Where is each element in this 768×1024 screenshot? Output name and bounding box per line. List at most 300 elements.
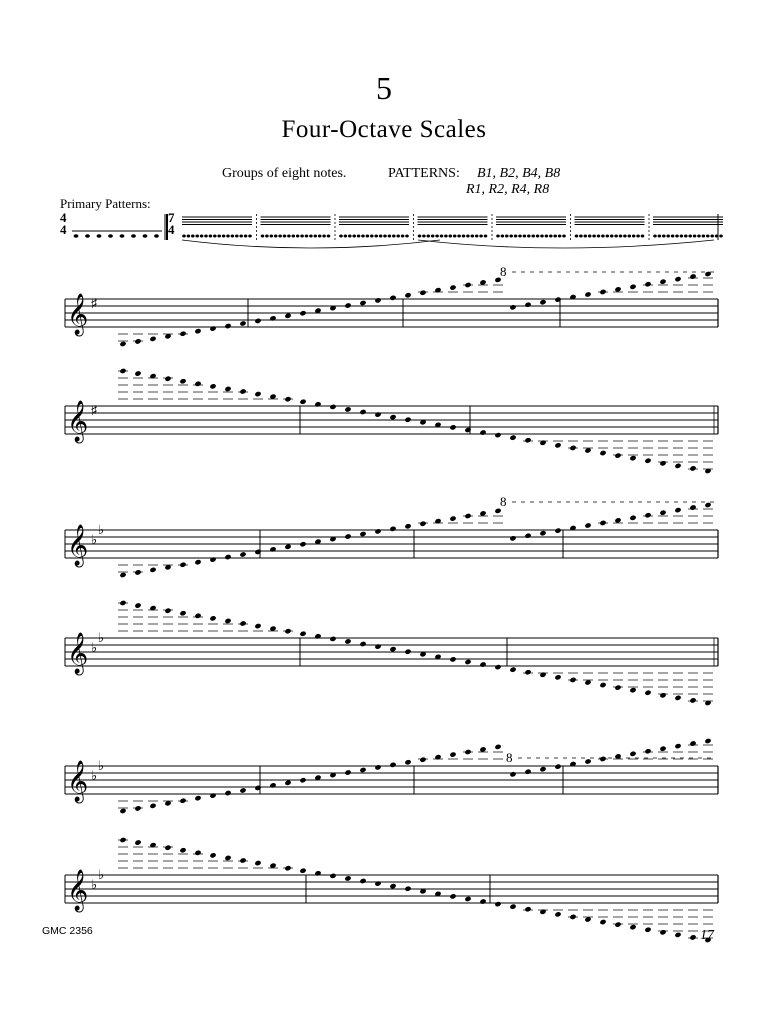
note-head	[344, 406, 351, 412]
note-head	[704, 502, 711, 508]
rhythm-note	[680, 235, 684, 238]
treble-clef-icon: 𝄞	[67, 870, 89, 911]
note-head	[134, 569, 141, 575]
rhythm-note	[527, 235, 531, 238]
note-head	[209, 852, 216, 858]
rhythm-note	[300, 235, 304, 238]
note-head	[404, 759, 411, 765]
rhythm-note	[579, 235, 583, 238]
rhythm-note	[558, 235, 562, 238]
note-head	[119, 572, 126, 578]
note-head	[614, 286, 621, 292]
note-head	[524, 769, 531, 775]
note-head	[689, 740, 696, 746]
note-head	[644, 927, 651, 933]
note-head	[614, 684, 621, 690]
rhythm-note	[440, 235, 444, 238]
note-head	[509, 304, 516, 310]
note-head	[494, 901, 501, 907]
note-head	[614, 753, 621, 759]
note-head	[164, 376, 171, 382]
rhythm-note	[195, 235, 199, 238]
note-head	[689, 465, 696, 471]
chapter-number: 5	[376, 70, 392, 106]
rhythm-note	[97, 234, 102, 238]
note-head	[344, 638, 351, 644]
note-head	[359, 767, 366, 773]
time-signature-top-a: 4	[60, 210, 67, 225]
note-head	[644, 281, 651, 287]
rhythm-note	[396, 235, 400, 238]
rhythm-note	[653, 235, 657, 238]
note-head	[224, 323, 231, 329]
note-head	[554, 674, 561, 680]
note-head	[344, 769, 351, 775]
flat-icon: ♭	[98, 758, 105, 773]
note-head	[554, 763, 561, 769]
note-head	[149, 605, 156, 611]
note-head	[284, 780, 291, 786]
rhythm-note	[706, 235, 710, 238]
rhythm-note	[536, 235, 540, 238]
note-head	[614, 452, 621, 458]
rhythm-note	[120, 234, 125, 238]
rhythm-note	[549, 235, 553, 238]
rhythm-note	[314, 235, 318, 238]
rhythm-note	[662, 235, 666, 238]
note-head	[554, 442, 561, 448]
rhythm-note	[702, 235, 706, 238]
rhythm-note	[553, 235, 557, 238]
rhythm-note	[710, 235, 714, 238]
note-head	[314, 870, 321, 876]
note-head	[359, 878, 366, 884]
note-head	[674, 743, 681, 749]
rhythm-note	[614, 235, 618, 238]
rhythm-note	[392, 235, 396, 238]
rhythm-note	[531, 235, 535, 238]
rhythm-note	[287, 235, 291, 238]
rhythm-note	[191, 235, 195, 238]
rhythm-note	[322, 235, 326, 238]
note-head	[119, 341, 126, 347]
sharp-icon: ♯	[91, 296, 97, 310]
note-head	[209, 383, 216, 389]
rhythm-note	[597, 235, 601, 238]
note-head	[509, 771, 516, 777]
rhythm-note	[484, 235, 488, 238]
note-head	[524, 302, 531, 308]
note-head	[509, 434, 516, 440]
note-head	[524, 437, 531, 443]
note-head	[554, 527, 561, 533]
rhythm-note	[344, 235, 348, 238]
rhythm-note	[235, 235, 239, 238]
note-head	[659, 746, 666, 752]
note-head	[674, 695, 681, 701]
ottava-marker: 8	[500, 264, 507, 279]
rhythm-note	[545, 235, 549, 238]
treble-clef-icon: 𝄞	[67, 633, 89, 674]
note-head	[659, 929, 666, 935]
patterns-rhythms: R1, R2, R4, R8	[466, 182, 550, 197]
note-head	[359, 300, 366, 306]
rhythm-note	[471, 235, 475, 238]
note-head	[404, 417, 411, 423]
note-head	[254, 860, 261, 866]
note-head	[239, 857, 246, 863]
note-head	[539, 299, 546, 305]
rhythm-note	[562, 235, 566, 238]
note-head	[149, 373, 156, 379]
note-head	[374, 528, 381, 534]
note-head	[389, 762, 396, 768]
staff-system	[65, 271, 718, 347]
rhythm-note	[244, 235, 248, 238]
note-head	[284, 544, 291, 550]
note-head	[374, 643, 381, 649]
note-head	[284, 313, 291, 319]
note-head	[704, 738, 711, 744]
rhythm-note	[575, 235, 579, 238]
rhythm-pattern-line	[60, 210, 723, 248]
rhythm-note	[200, 235, 204, 238]
rhythm-note	[401, 235, 405, 238]
note-head	[539, 672, 546, 678]
note-head	[269, 782, 276, 788]
rhythm-note	[292, 235, 296, 238]
note-head	[194, 559, 201, 565]
rhythm-note	[348, 235, 352, 238]
rhythm-note	[422, 235, 426, 238]
flat-icon: ♭	[98, 630, 105, 645]
rhythm-note	[182, 235, 186, 238]
note-head	[179, 610, 186, 616]
note-head	[599, 682, 606, 688]
note-head	[239, 620, 246, 626]
note-head	[209, 615, 216, 621]
note-head	[224, 790, 231, 796]
rhythm-note	[684, 235, 688, 238]
time-signature-top-b: 7	[168, 210, 175, 225]
rhythm-note	[379, 235, 383, 238]
rhythm-note	[671, 235, 675, 238]
note-head	[164, 845, 171, 851]
rhythm-note	[339, 235, 343, 238]
note-head	[344, 302, 351, 308]
note-head	[404, 523, 411, 529]
ottava-marker: 8	[506, 750, 513, 765]
note-head	[134, 839, 141, 845]
staff-system	[65, 600, 718, 706]
note-head	[674, 463, 681, 469]
treble-clef-icon: 𝄞	[67, 525, 89, 566]
rhythm-note	[444, 235, 448, 238]
rhythm-note	[719, 235, 723, 238]
note-head	[629, 924, 636, 930]
note-head	[389, 883, 396, 889]
note-head	[464, 896, 471, 902]
note-head	[194, 613, 201, 619]
treble-clef-icon: 𝄞	[67, 401, 89, 442]
note-head	[374, 411, 381, 417]
rhythm-note	[366, 235, 370, 238]
page-title: Four-Octave Scales	[281, 116, 487, 143]
note-head	[194, 381, 201, 387]
note-head	[509, 666, 516, 672]
rhythm-note	[248, 235, 252, 238]
note-head	[599, 919, 606, 925]
note-head	[194, 850, 201, 856]
note-head	[224, 554, 231, 560]
rhythm-note	[296, 235, 300, 238]
rhythm-note	[688, 235, 692, 238]
note-head	[344, 533, 351, 539]
rhythm-note	[213, 235, 217, 238]
rhythm-note	[666, 235, 670, 238]
rhythm-note	[265, 235, 269, 238]
note-head	[239, 388, 246, 394]
rhythm-note	[283, 235, 287, 238]
note-head	[374, 764, 381, 770]
note-head	[329, 873, 336, 879]
page-number: 17	[700, 928, 714, 943]
note-head	[119, 808, 126, 814]
note-head	[419, 290, 426, 296]
primary-patterns-label: Primary Patterns:	[60, 196, 151, 211]
note-head	[434, 754, 441, 760]
note-head	[494, 744, 501, 750]
note-head	[149, 842, 156, 848]
note-head	[254, 623, 261, 629]
note-head	[299, 631, 306, 637]
note-head	[209, 792, 216, 798]
rhythm-note	[496, 235, 500, 238]
note-head	[389, 295, 396, 301]
note-head	[254, 318, 261, 324]
ottava-marker: 8	[500, 494, 507, 509]
rhythm-note	[697, 235, 701, 238]
note-head	[404, 649, 411, 655]
note-head	[644, 512, 651, 518]
note-head	[299, 777, 306, 783]
rhythm-note	[514, 235, 518, 238]
note-head	[644, 458, 651, 464]
note-head	[584, 291, 591, 297]
rhythm-note	[226, 235, 230, 238]
note-head	[449, 284, 456, 290]
note-head	[164, 608, 171, 614]
rhythm-note	[361, 235, 365, 238]
rhythm-note	[636, 235, 640, 238]
slur	[418, 240, 714, 248]
note-head	[524, 906, 531, 912]
note-head	[554, 296, 561, 302]
note-head	[374, 297, 381, 303]
staff-system	[65, 368, 718, 474]
time-signature-bottom-a: 4	[60, 222, 67, 237]
note-head	[524, 533, 531, 539]
rhythm-note	[641, 235, 645, 238]
rhythm-note	[466, 235, 470, 238]
note-head	[464, 659, 471, 665]
rhythm-note	[143, 234, 148, 238]
rhythm-note	[479, 235, 483, 238]
note-head	[449, 515, 456, 521]
note-head	[404, 886, 411, 892]
rhythm-note	[357, 235, 361, 238]
rhythm-note	[628, 235, 632, 238]
note-head	[134, 370, 141, 376]
note-head	[194, 328, 201, 334]
rhythm-note	[204, 235, 208, 238]
flat-icon: ♭	[98, 522, 105, 537]
rhythm-note	[449, 235, 453, 238]
note-head	[209, 325, 216, 331]
note-head	[224, 618, 231, 624]
note-head	[539, 530, 546, 536]
rhythm-note	[209, 235, 213, 238]
note-head	[299, 310, 306, 316]
sharp-icon: ♯	[91, 403, 97, 417]
note-head	[434, 518, 441, 524]
note-head	[239, 787, 246, 793]
note-head	[554, 911, 561, 917]
note-head	[419, 757, 426, 763]
note-head	[674, 932, 681, 938]
note-head	[134, 602, 141, 608]
note-head	[659, 460, 666, 466]
note-head	[449, 751, 456, 757]
rhythm-note	[261, 235, 265, 238]
flat-icon: ♭	[91, 640, 98, 655]
note-head	[584, 522, 591, 528]
note-head	[329, 404, 336, 410]
note-head	[359, 641, 366, 647]
note-head	[479, 429, 486, 435]
note-head	[209, 556, 216, 562]
subtitle: Groups of eight notes.	[222, 166, 347, 181]
rhythm-note	[475, 235, 479, 238]
note-head	[314, 401, 321, 407]
note-head	[389, 526, 396, 532]
treble-clef-icon: 𝄞	[67, 294, 89, 335]
note-head	[509, 903, 516, 909]
note-head	[689, 273, 696, 279]
rhythm-note	[592, 235, 596, 238]
note-head	[224, 386, 231, 392]
rhythm-note	[318, 235, 322, 238]
rhythm-note	[309, 235, 313, 238]
staff-system	[65, 837, 718, 943]
staff-system	[65, 738, 718, 814]
rhythm-note	[623, 235, 627, 238]
note-head	[299, 541, 306, 547]
note-head	[509, 535, 516, 541]
note-head	[344, 875, 351, 881]
rhythm-note	[501, 235, 505, 238]
rhythm-note	[74, 234, 79, 238]
note-head	[539, 440, 546, 446]
note-head	[404, 292, 411, 298]
note-head	[269, 546, 276, 552]
note-head	[464, 427, 471, 433]
rhythm-note	[632, 235, 636, 238]
note-head	[629, 687, 636, 693]
rhythm-note	[457, 235, 461, 238]
note-head	[179, 378, 186, 384]
note-head	[614, 517, 621, 523]
note-head	[674, 276, 681, 282]
rhythm-note	[601, 235, 605, 238]
rhythm-note	[217, 235, 221, 238]
staff-systems	[65, 271, 718, 943]
note-head	[419, 521, 426, 527]
note-head	[239, 320, 246, 326]
note-head	[644, 748, 651, 754]
note-head	[434, 287, 441, 293]
rhythm-note	[505, 235, 509, 238]
rhythm-note	[509, 235, 513, 238]
rhythm-note	[305, 235, 309, 238]
rhythm-note	[274, 235, 278, 238]
slur	[182, 240, 440, 248]
note-head	[689, 697, 696, 703]
note-head	[449, 893, 456, 899]
note-head	[359, 409, 366, 415]
rhythm-note	[453, 235, 457, 238]
note-head	[149, 336, 156, 342]
rhythm-note	[431, 235, 435, 238]
rhythm-note	[675, 235, 679, 238]
note-head	[269, 315, 276, 321]
rhythm-note	[374, 235, 378, 238]
note-head	[539, 909, 546, 915]
rhythm-note	[85, 234, 90, 238]
note-head	[374, 880, 381, 886]
note-head	[134, 338, 141, 344]
note-head	[479, 661, 486, 667]
note-head	[644, 690, 651, 696]
note-head	[254, 549, 261, 555]
note-head	[674, 507, 681, 513]
note-head	[449, 656, 456, 662]
rhythm-note	[427, 235, 431, 238]
note-head	[494, 432, 501, 438]
note-head	[629, 455, 636, 461]
flat-icon: ♭	[98, 867, 105, 882]
rhythm-note	[383, 235, 387, 238]
time-signature-bottom-b: 4	[168, 222, 175, 237]
rhythm-note	[370, 235, 374, 238]
note-head	[299, 868, 306, 874]
note-head	[329, 636, 336, 642]
note-head	[659, 692, 666, 698]
note-head	[689, 504, 696, 510]
note-head	[239, 551, 246, 557]
note-head	[149, 803, 156, 809]
note-head	[149, 567, 156, 573]
rhythm-note	[588, 235, 592, 238]
rhythm-note	[187, 235, 191, 238]
note-head	[254, 785, 261, 791]
rhythm-note	[270, 235, 274, 238]
rhythm-note	[154, 234, 159, 238]
catalog-code: GMC 2356	[42, 925, 93, 937]
note-head	[659, 510, 666, 516]
rhythm-note	[239, 235, 243, 238]
rhythm-note	[222, 235, 226, 238]
